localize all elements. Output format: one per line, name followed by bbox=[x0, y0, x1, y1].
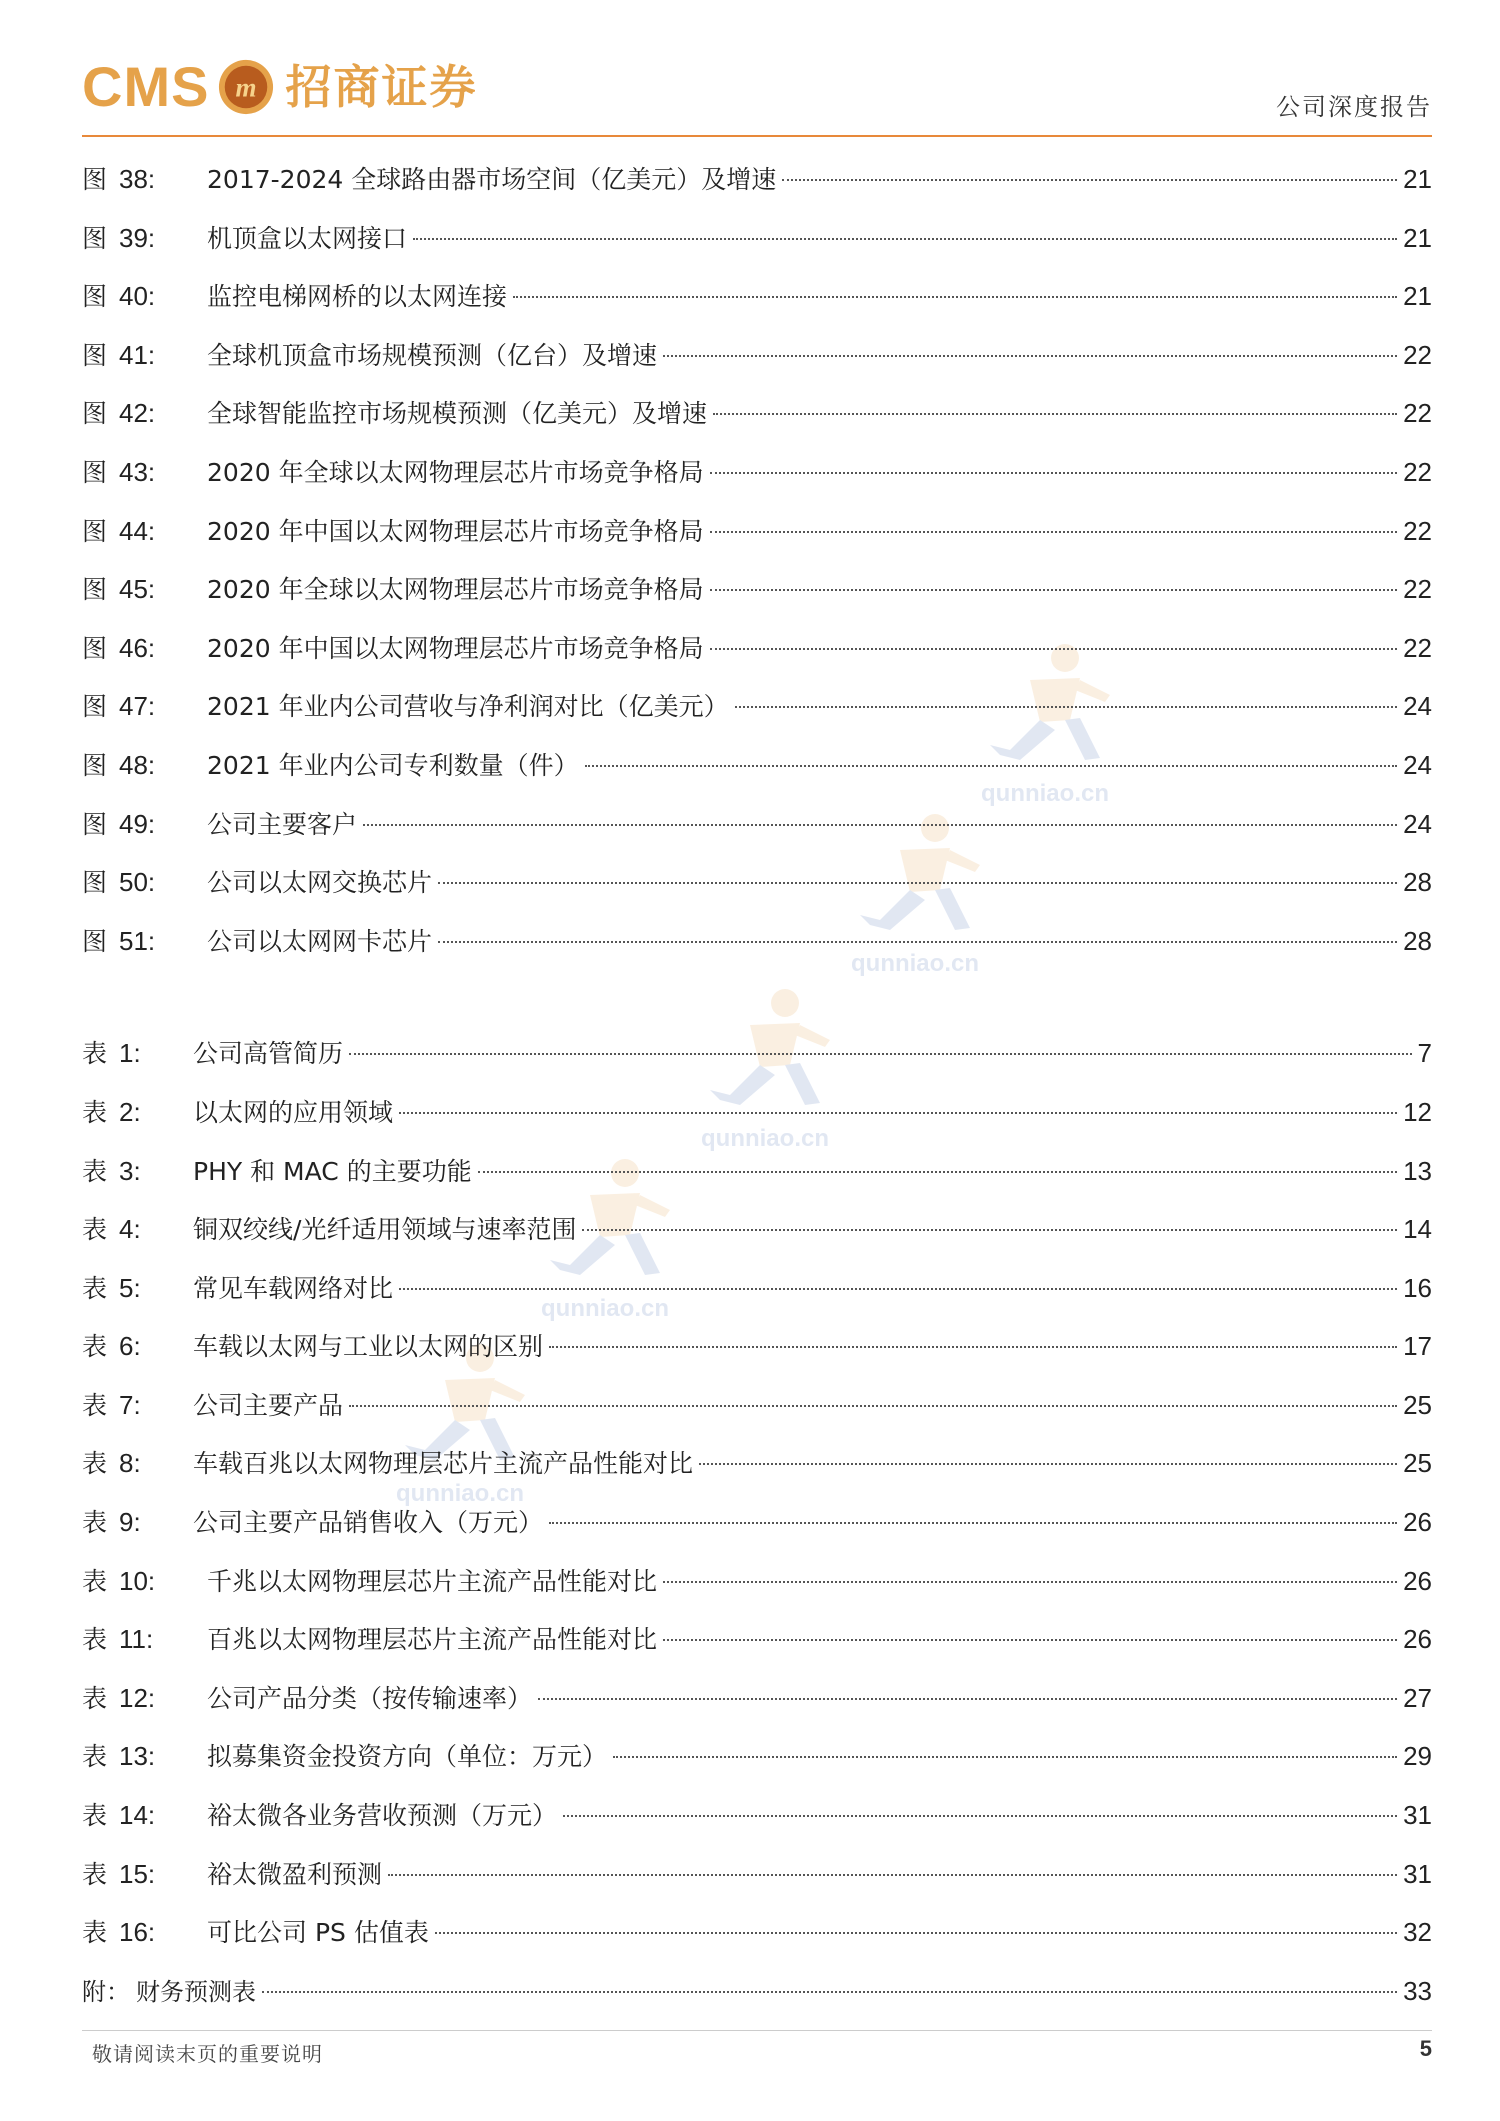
toc-page-number: 29 bbox=[1403, 1741, 1432, 1772]
toc-label: 表 bbox=[82, 1918, 108, 1948]
toc-number: 46: bbox=[119, 632, 156, 663]
toc-number: 9: bbox=[119, 1507, 141, 1538]
toc-title: 裕太微各业务营收预测（万元） bbox=[207, 1801, 558, 1831]
toc-title: 2020 年全球以太网物理层芯片市场竞争格局 bbox=[207, 575, 704, 605]
toc-page-number: 31 bbox=[1403, 1858, 1432, 1889]
toc-number: 16: bbox=[119, 1917, 156, 1948]
table-of-contents bbox=[82, 150, 1432, 2020]
toc-title: 2021 年业内公司营收与净利润对比（亿美元） bbox=[207, 692, 729, 722]
toc-label: 图 bbox=[82, 926, 108, 956]
toc-title: 2020 年中国以太网物理层芯片市场竞争格局 bbox=[207, 516, 704, 546]
leader-dots bbox=[710, 531, 1397, 533]
toc-entry-table-4[interactable] bbox=[82, 1200, 1432, 1259]
toc-label: 图 bbox=[82, 750, 108, 780]
toc-number: 8: bbox=[119, 1448, 141, 1479]
toc-number: 49: bbox=[119, 808, 156, 839]
footer-disclaimer-note: 敬请阅读末页的重要说明 bbox=[92, 2042, 323, 2066]
toc-title: 2020 年中国以太网物理层芯片市场竞争格局 bbox=[207, 633, 704, 663]
header-divider bbox=[82, 135, 1432, 137]
toc-label: 表 bbox=[82, 1449, 108, 1479]
toc-label: 表 bbox=[82, 1332, 108, 1362]
toc-number: 14: bbox=[119, 1800, 156, 1831]
toc-page-number: 26 bbox=[1403, 1507, 1432, 1538]
toc-page-number: 24 bbox=[1403, 749, 1432, 780]
toc-label: 表 bbox=[82, 1097, 108, 1127]
toc-title: 2017-2024 全球路由器市场空间（亿美元）及增速 bbox=[207, 165, 777, 194]
toc-entry-table-12[interactable] bbox=[82, 1669, 1432, 1728]
toc-title: PHY 和 MAC 的主要功能 bbox=[193, 1156, 472, 1186]
toc-page-number: 22 bbox=[1403, 398, 1432, 429]
leader-dots bbox=[782, 179, 1397, 181]
leader-dots bbox=[399, 1112, 1397, 1114]
toc-entry-figure-41[interactable] bbox=[82, 326, 1432, 385]
toc-page-number: 14 bbox=[1403, 1214, 1432, 1245]
toc-number: 48: bbox=[119, 749, 156, 780]
toc-label: 表 bbox=[82, 1039, 108, 1069]
toc-page-number: 22 bbox=[1403, 339, 1432, 370]
toc-label: 图 bbox=[82, 692, 108, 722]
toc-entry-table-9[interactable] bbox=[82, 1493, 1432, 1552]
toc-entry-table-8[interactable] bbox=[82, 1434, 1432, 1493]
section-spacer bbox=[82, 970, 1432, 1024]
toc-entry-figure-38[interactable] bbox=[82, 150, 1432, 209]
toc-entry-table-13[interactable] bbox=[82, 1727, 1432, 1786]
toc-label: 表 bbox=[82, 1683, 108, 1713]
toc-title: 公司以太网网卡芯片 bbox=[207, 926, 433, 956]
logo-emblem-icon bbox=[217, 58, 275, 116]
toc-label: 图 bbox=[82, 575, 108, 605]
footer-divider bbox=[82, 2030, 1432, 2031]
leader-dots bbox=[262, 1991, 1397, 1993]
toc-number: 51: bbox=[119, 925, 156, 956]
toc-page-number: 22 bbox=[1403, 632, 1432, 663]
toc-title: 千兆以太网物理层芯片主流产品性能对比 bbox=[207, 1566, 658, 1596]
leader-dots bbox=[710, 472, 1397, 474]
toc-entry-figure-46[interactable] bbox=[82, 619, 1432, 678]
leader-dots bbox=[699, 1463, 1397, 1465]
toc-number: 39: bbox=[119, 222, 156, 253]
leader-dots bbox=[663, 1639, 1397, 1641]
toc-page-number: 21 bbox=[1403, 222, 1432, 253]
watermark: qunniao.cn bbox=[530, 1155, 680, 1325]
toc-entry-figure-39[interactable] bbox=[82, 209, 1432, 268]
toc-number: 1: bbox=[119, 1038, 141, 1069]
toc-entry-figure-40[interactable] bbox=[82, 267, 1432, 326]
toc-page-number: 25 bbox=[1403, 1389, 1432, 1420]
watermark: qunniao.cn bbox=[385, 1340, 535, 1510]
toc-title: 全球智能监控市场规模预测（亿美元）及增速 bbox=[207, 399, 708, 429]
watermark: qunniao.cn bbox=[690, 985, 840, 1155]
toc-title: 2020 年全球以太网物理层芯片市场竞争格局 bbox=[207, 457, 704, 487]
toc-label: 图 bbox=[82, 633, 108, 663]
toc-label: 图 bbox=[82, 340, 108, 370]
toc-label: 表 bbox=[82, 1273, 108, 1303]
leader-dots bbox=[710, 648, 1397, 650]
toc-title: 以太网的应用领域 bbox=[193, 1097, 394, 1127]
leader-dots bbox=[363, 824, 1397, 826]
toc-entry-table-1[interactable] bbox=[82, 1024, 1432, 1083]
leader-dots bbox=[549, 1346, 1397, 1348]
toc-entry-table-3[interactable] bbox=[82, 1142, 1432, 1201]
toc-number: 13: bbox=[119, 1741, 156, 1772]
toc-entry-table-11[interactable] bbox=[82, 1610, 1432, 1669]
toc-page-number: 16 bbox=[1403, 1272, 1432, 1303]
toc-title: 财务预测表 bbox=[136, 1977, 256, 2006]
toc-title: 百兆以太网物理层芯片主流产品性能对比 bbox=[207, 1625, 658, 1655]
report-type: 公司深度报告 bbox=[1276, 93, 1432, 121]
toc-title: 公司主要产品销售收入（万元） bbox=[193, 1508, 544, 1538]
leader-dots bbox=[388, 1874, 1397, 1876]
toc-entry-figure-43[interactable] bbox=[82, 443, 1432, 502]
toc-number: 15: bbox=[119, 1858, 156, 1889]
toc-title: 机顶盒以太网接口 bbox=[207, 223, 408, 253]
toc-number: 40: bbox=[119, 281, 156, 312]
toc-label: 表 bbox=[82, 1801, 108, 1831]
company-logo bbox=[82, 55, 477, 119]
toc-entry-table-5[interactable] bbox=[82, 1259, 1432, 1318]
toc-entry-figure-47[interactable] bbox=[82, 677, 1432, 736]
toc-entry-figure-49[interactable] bbox=[82, 795, 1432, 854]
toc-number: 5: bbox=[119, 1272, 141, 1303]
toc-page-number: 25 bbox=[1403, 1448, 1432, 1479]
leader-dots bbox=[478, 1171, 1397, 1173]
toc-entry-figure-45[interactable] bbox=[82, 560, 1432, 619]
leader-dots bbox=[582, 1229, 1397, 1231]
toc-number: 50: bbox=[119, 867, 156, 898]
logo-chinese-text: 招商证券 bbox=[285, 60, 478, 114]
toc-label: 附： bbox=[82, 1977, 130, 2006]
toc-label: 表 bbox=[82, 1156, 108, 1186]
leader-dots bbox=[538, 1698, 1397, 1700]
toc-page-number: 24 bbox=[1403, 808, 1432, 839]
toc-page-number: 12 bbox=[1403, 1096, 1432, 1127]
toc-number: 2: bbox=[119, 1096, 141, 1127]
toc-entry-table-2[interactable] bbox=[82, 1083, 1432, 1142]
toc-page-number: 22 bbox=[1403, 515, 1432, 546]
toc-label: 图 bbox=[82, 457, 108, 487]
toc-entry-appendix[interactable] bbox=[82, 1962, 1432, 2021]
leader-dots bbox=[513, 296, 1397, 298]
toc-label: 图 bbox=[82, 868, 108, 898]
toc-entry-figure-50[interactable] bbox=[82, 853, 1432, 912]
toc-page-number: 22 bbox=[1403, 456, 1432, 487]
toc-label: 表 bbox=[82, 1742, 108, 1772]
toc-title: 公司高管简历 bbox=[193, 1039, 344, 1069]
toc-title: 公司产品分类（按传输速率） bbox=[207, 1683, 533, 1713]
toc-title: 铜双绞线/光纤适用领域与速率范围 bbox=[193, 1215, 577, 1245]
toc-page-number: 26 bbox=[1403, 1565, 1432, 1596]
toc-entry-table-14[interactable] bbox=[82, 1786, 1432, 1845]
toc-number: 43: bbox=[119, 456, 156, 487]
toc-title: 车载以太网与工业以太网的区别 bbox=[193, 1332, 544, 1362]
toc-number: 38: bbox=[119, 164, 156, 194]
leader-dots bbox=[413, 238, 1397, 240]
toc-title: 车载百兆以太网物理层芯片主流产品性能对比 bbox=[193, 1449, 694, 1479]
toc-number: 42: bbox=[119, 398, 156, 429]
toc-entry-figure-42[interactable] bbox=[82, 384, 1432, 443]
toc-number: 3: bbox=[119, 1155, 141, 1186]
toc-label: 图 bbox=[82, 282, 108, 312]
toc-number: 10: bbox=[119, 1565, 156, 1596]
toc-title: 可比公司 PS 估值表 bbox=[207, 1918, 429, 1948]
toc-page-number: 32 bbox=[1403, 1917, 1432, 1948]
leader-dots bbox=[713, 413, 1397, 415]
toc-entry-figure-51[interactable] bbox=[82, 912, 1432, 971]
toc-page-number: 22 bbox=[1403, 574, 1432, 605]
toc-label: 表 bbox=[82, 1215, 108, 1245]
toc-page-number: 13 bbox=[1403, 1155, 1432, 1186]
toc-title: 拟募集资金投资方向（单位：万元） bbox=[207, 1742, 608, 1772]
toc-label: 表 bbox=[82, 1625, 108, 1655]
toc-number: 6: bbox=[119, 1331, 141, 1362]
leader-dots bbox=[585, 765, 1397, 767]
toc-title: 公司主要产品 bbox=[193, 1390, 344, 1420]
toc-page-number: 31 bbox=[1403, 1800, 1432, 1831]
toc-page-number: 17 bbox=[1403, 1331, 1432, 1362]
toc-number: 4: bbox=[119, 1214, 141, 1245]
toc-number: 45: bbox=[119, 574, 156, 605]
watermark: qunniao.cn bbox=[840, 810, 990, 980]
toc-page-number: 21 bbox=[1403, 164, 1432, 194]
leader-dots bbox=[549, 1522, 1397, 1524]
toc-page-number: 26 bbox=[1403, 1624, 1432, 1655]
figure-list bbox=[82, 150, 1432, 970]
toc-entry-table-16[interactable] bbox=[82, 1903, 1432, 1962]
leader-dots bbox=[438, 941, 1397, 943]
leader-dots bbox=[399, 1288, 1397, 1290]
toc-entry-table-15[interactable] bbox=[82, 1845, 1432, 1904]
toc-entry-figure-48[interactable] bbox=[82, 736, 1432, 795]
toc-page-number: 24 bbox=[1403, 691, 1432, 722]
toc-page-number: 7 bbox=[1417, 1038, 1432, 1069]
svg-text:m: m bbox=[235, 72, 257, 103]
toc-title: 常见车载网络对比 bbox=[193, 1273, 394, 1303]
leader-dots bbox=[435, 1932, 1397, 1934]
page-number: 5 bbox=[1419, 2036, 1432, 2061]
toc-title: 监控电梯网桥的以太网连接 bbox=[207, 282, 508, 312]
leader-dots bbox=[349, 1053, 1412, 1055]
toc-label: 图 bbox=[82, 516, 108, 546]
leader-dots bbox=[735, 706, 1397, 708]
toc-label: 表 bbox=[82, 1390, 108, 1420]
toc-label: 表 bbox=[82, 1859, 108, 1889]
toc-number: 41: bbox=[119, 339, 156, 370]
leader-dots bbox=[613, 1756, 1397, 1758]
toc-number: 7: bbox=[119, 1389, 141, 1420]
toc-title: 全球机顶盒市场规模预测（亿台）及增速 bbox=[207, 340, 658, 370]
toc-page-number: 27 bbox=[1403, 1682, 1432, 1713]
leader-dots bbox=[438, 882, 1397, 884]
toc-number: 44: bbox=[119, 515, 156, 546]
report-header bbox=[82, 55, 1432, 135]
toc-page-number: 28 bbox=[1403, 867, 1432, 898]
leader-dots bbox=[663, 1581, 1397, 1583]
toc-number: 12: bbox=[119, 1682, 156, 1713]
leader-dots bbox=[663, 355, 1397, 357]
toc-entry-table-10[interactable] bbox=[82, 1552, 1432, 1611]
logo-cms-text: CMS bbox=[82, 55, 210, 118]
table-list bbox=[82, 1024, 1432, 2020]
toc-label: 图 bbox=[82, 165, 108, 194]
toc-title: 公司主要客户 bbox=[207, 809, 358, 839]
toc-label: 图 bbox=[82, 809, 108, 839]
toc-title: 公司以太网交换芯片 bbox=[207, 868, 433, 898]
toc-label: 图 bbox=[82, 399, 108, 429]
toc-page-number: 28 bbox=[1403, 925, 1432, 956]
toc-number: 11: bbox=[119, 1624, 154, 1655]
leader-dots bbox=[349, 1405, 1397, 1407]
toc-label: 表 bbox=[82, 1566, 108, 1596]
leader-dots bbox=[563, 1815, 1397, 1817]
leader-dots bbox=[710, 589, 1397, 591]
toc-entry-figure-44[interactable] bbox=[82, 502, 1432, 561]
toc-label: 表 bbox=[82, 1508, 108, 1538]
toc-number: 47: bbox=[119, 691, 156, 722]
toc-page-number: 21 bbox=[1403, 281, 1432, 312]
toc-title: 2021 年业内公司专利数量（件） bbox=[207, 750, 579, 780]
toc-label: 图 bbox=[82, 223, 108, 253]
toc-entry-table-6[interactable] bbox=[82, 1317, 1432, 1376]
watermark: qunniao.cn bbox=[970, 640, 1120, 810]
toc-entry-table-7[interactable] bbox=[82, 1376, 1432, 1435]
toc-page-number: 33 bbox=[1403, 1975, 1432, 2006]
toc-title: 裕太微盈利预测 bbox=[207, 1859, 383, 1889]
